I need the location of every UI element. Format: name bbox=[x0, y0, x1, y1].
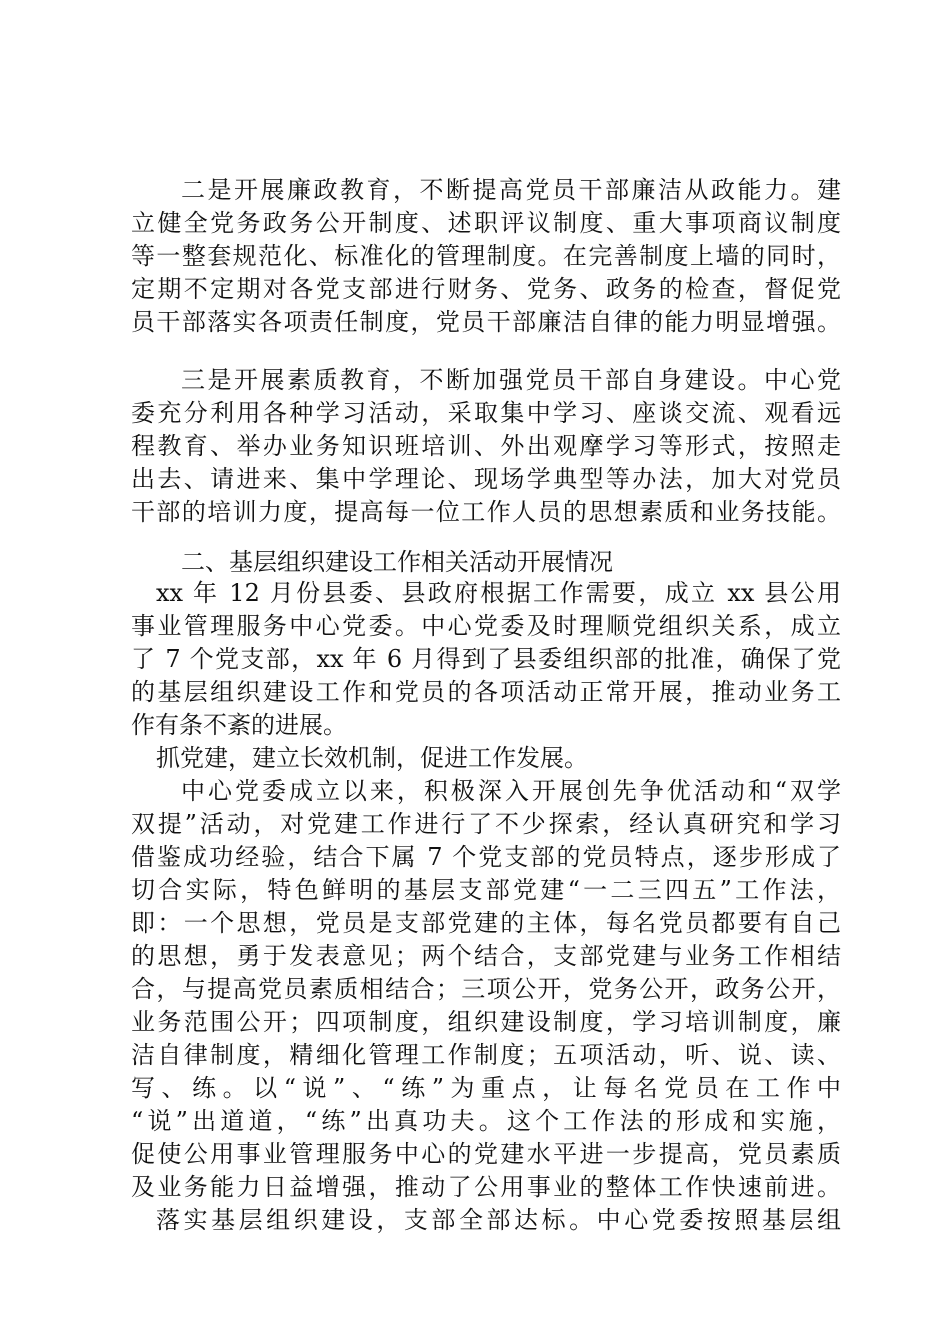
paragraph-2-line-3: 程教育、举办业务知识班培训、外出观摩学习等形式，按照走 bbox=[131, 432, 841, 460]
paragraph-3-line-3: 了 7 个党支部，xx 年 6 月得到了县委组织部的批准，确保了党 bbox=[131, 645, 841, 673]
paragraph-4-line-7: 合，与提高党员素质相结合；三项公开，党务公开，政务公开， bbox=[131, 975, 841, 1003]
paragraph-4-line-4: 切合实际，特色鲜明的基层支部党建“一二三四五”工作法， bbox=[131, 876, 841, 904]
paragraph-1-line-1: 二是开展廉政教育，不断提高党员干部廉洁从政能力。建 bbox=[181, 176, 841, 204]
paragraph-4-line-2: 双提”活动，对党建工作进行了不少探索，经认真研究和学习 bbox=[131, 810, 841, 838]
paragraph-3-line-1: xx 年 12 月份县委、县政府根据工作需要，成立 xx 县公用 bbox=[156, 579, 841, 607]
paragraph-2-line-1: 三是开展素质教育，不断加强党员干部自身建设。中心党 bbox=[181, 366, 841, 394]
paragraph-4-line-5: 即：一个思想，党员是支部党建的主体，每名党员都要有自己 bbox=[131, 909, 841, 937]
paragraph-1-line-4: 定期不定期对各党支部进行财务、党务、政务的检查，督促党 bbox=[131, 275, 841, 303]
paragraph-4-line-10: 写、练。以“说”、“练”为重点，让每名党员在工作中 bbox=[131, 1074, 841, 1102]
paragraph-4-line-6: 的思想，勇于发表意见；两个结合，支部党建与业务工作相结 bbox=[131, 942, 841, 970]
paragraph-4-line-3: 借鉴成功经验，结合下属 7 个党支部的党员特点，逐步形成了 bbox=[131, 843, 841, 871]
paragraph-4-line-11: “说”出道道，“练”出真功夫。这个工作法的形成和实施， bbox=[131, 1107, 841, 1135]
paragraph-4-line-9: 洁自律制度，精细化管理工作制度；五项活动，听、说、读、 bbox=[131, 1041, 841, 1069]
paragraph-5-line-1: 落实基层组织建设，支部全部达标。中心党委按照基层组 bbox=[156, 1206, 841, 1234]
paragraph-2-line-4: 出去、请进来、集中学理论、现场学典型等办法，加大对党员 bbox=[131, 465, 841, 493]
paragraph-4-line-13: 及业务能力日益增强，推动了公用事业的整体工作快速前进。 bbox=[131, 1173, 841, 1201]
paragraph-1-line-2: 立健全党务政务公开制度、述职评议制度、重大事项商议制度 bbox=[131, 209, 841, 237]
paragraph-4-line-12: 促使公用事业管理服务中心的党建水平进一步提高，党员素质 bbox=[131, 1140, 841, 1168]
paragraph-2-line-5: 干部的培训力度，提高每一位工作人员的思想素质和业务技能。 bbox=[131, 498, 841, 526]
paragraph-3-line-2: 事业管理服务中心党委。中心党委及时理顺党组织关系，成立 bbox=[131, 612, 841, 640]
paragraph-2-line-2: 委充分利用各种学习活动，采取集中学习、座谈交流、观看远 bbox=[131, 399, 841, 427]
paragraph-3-line-5: 作有条不紊的进展。 bbox=[131, 711, 347, 739]
paragraph-1-line-5: 员干部落实各项责任制度，党员干部廉洁自律的能力明显增强。 bbox=[131, 308, 841, 336]
paragraph-4-line-8: 业务范围公开；四项制度，组织建设制度，学习培训制度，廉 bbox=[131, 1008, 841, 1036]
subheading-party-building: 抓党建，建立长效机制，促进工作发展。 bbox=[156, 744, 588, 772]
section-heading: 二、基层组织建设工作相关活动开展情况 bbox=[181, 548, 613, 576]
paragraph-4-line-1: 中心党委成立以来，积极深入开展创先争优活动和“双学 bbox=[181, 777, 841, 805]
paragraph-1-line-3: 等一整套规范化、标准化的管理制度。在完善制度上墙的同时， bbox=[131, 242, 841, 270]
paragraph-3-line-4: 的基层组织建设工作和党员的各项活动正常开展，推动业务工 bbox=[131, 678, 841, 706]
